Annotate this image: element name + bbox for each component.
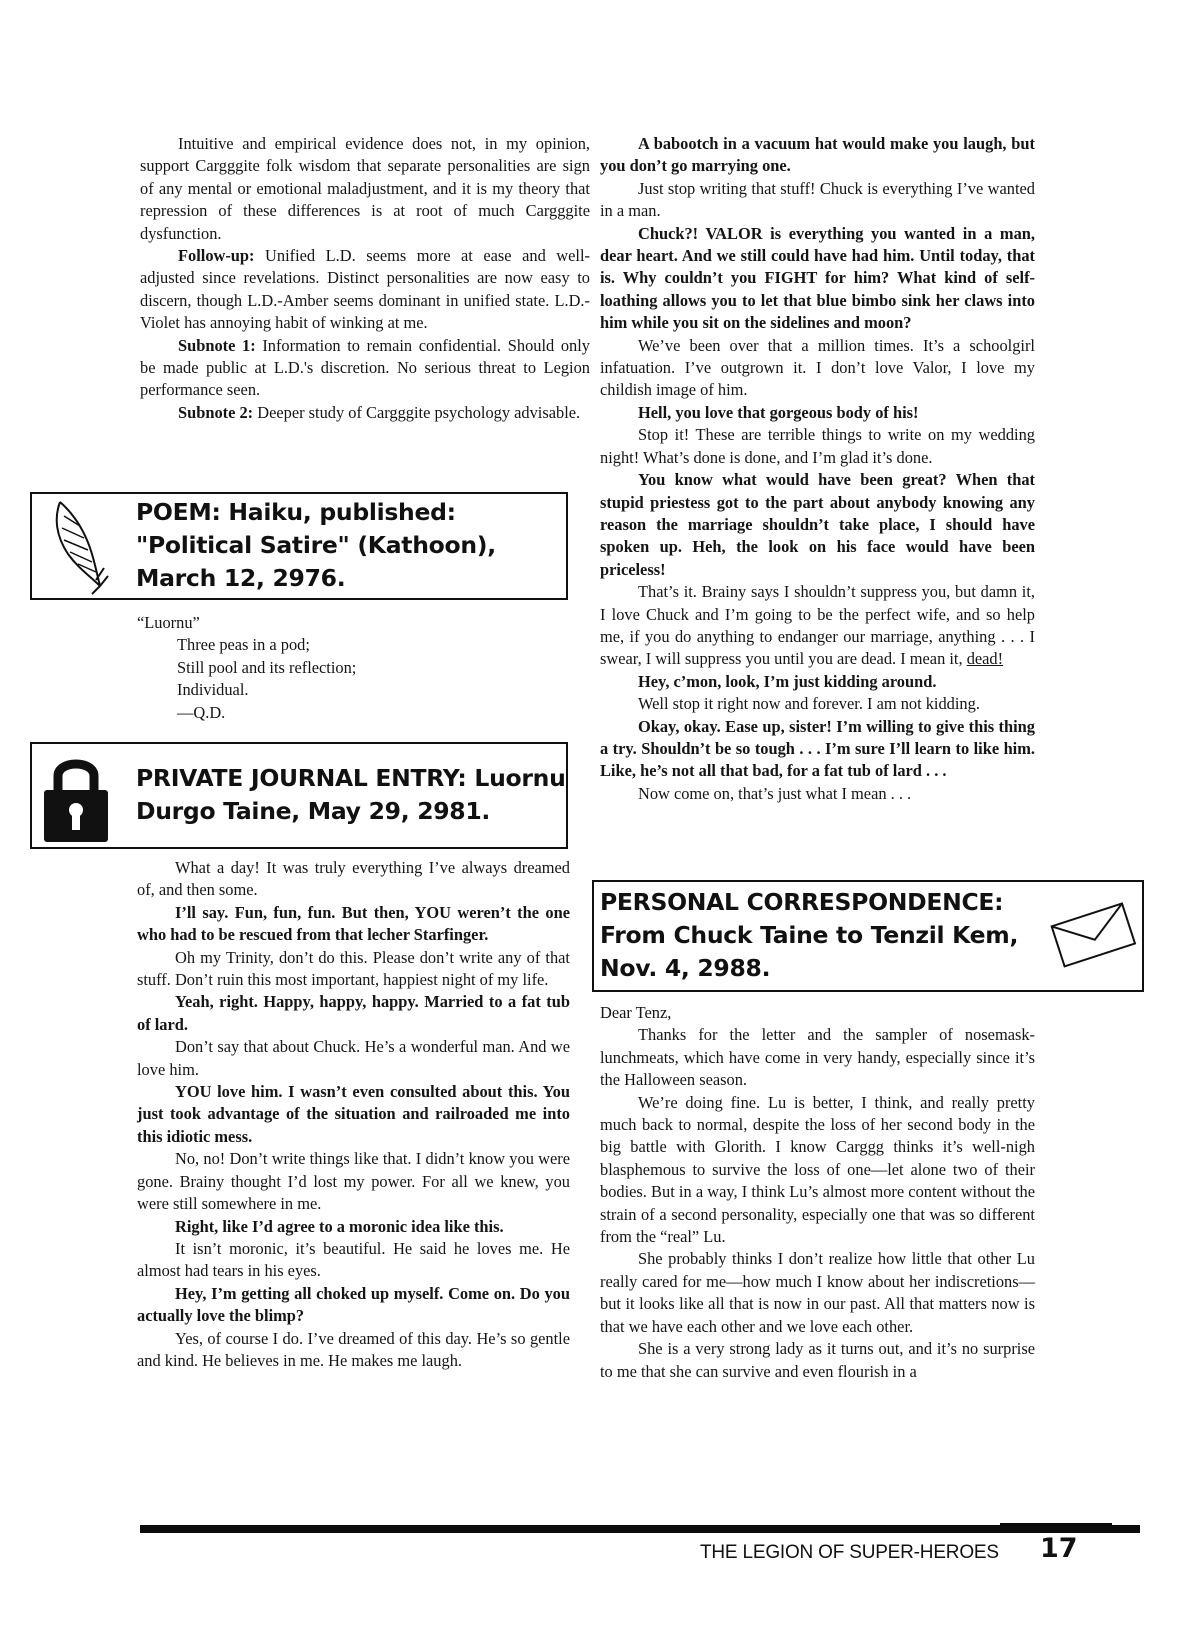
poem-header-title: POEM: Haiku, published: "Political Satire" (Kathoon), March 12, 2976.: [136, 498, 496, 592]
journal-entry-bold: YOU love him. I wasn’t even consulted about this. You just took advantage of the situation and railroaded me into this idiotic mess.: [137, 1082, 570, 1146]
journal-entry-bold: I’ll say. Fun, fun, fun. But then, YOU weren’t the one who had to be rescued from that lecher Starfinger.: [137, 902, 570, 945]
journal-entry-bold: Right, like I’d agree to a moronic idea like this.: [175, 1216, 504, 1236]
journal-left-column: [137, 857, 570, 1372]
journal-entry: That’s it. Brainy says I shouldn’t suppress you, but damn it, I love Chuck and I’m going to be the perfect wife, and so help me, if you do anything to endanger our marriage, anything . . . I swear, I will suppress you until you are dead. I mean it, dead!: [600, 582, 1035, 669]
journal-entry-bold: You know what would have been great? When that stupid priestess got to the part about anybody knowing any reason the marriage shouldn’t take place, I should have spoken up. Heh, the look on his face would have been priceless!: [600, 470, 1035, 579]
letter-paragraph: Thanks for the letter and the sampler of nosemask-lunchmeats, which have come in very handy, especially since it’s the Halloween season.: [600, 1025, 1035, 1090]
journal-entry: Don’t say that about Chuck. He’s a wonderful man. And we love him.: [137, 1037, 570, 1079]
journal-entry-bold: Yeah, right. Happy, happy, happy. Married to a fat tub of lard.: [137, 992, 570, 1034]
letter-paragraph: She is a very strong lady as it turns out, and it’s no surprise to me that she can survive and even flourish in a: [600, 1339, 1035, 1381]
journal-entry: Just stop writing that stuff! Chuck is everything I’ve wanted in a man.: [600, 178, 1035, 221]
poem-header-box: [30, 492, 568, 600]
poem-line: Still pool and its reflection;: [177, 657, 357, 677]
correspondence-header-title: PERSONAL CORRESPONDENCE: From Chuck Taine to Tenzil Kem, Nov. 4, 2988.: [600, 888, 1019, 982]
padlock-icon: [40, 750, 112, 846]
letter-body: [600, 1002, 1035, 1383]
journal-entry: What a day! It was truly everything I’ve always dreamed of, and then some.: [137, 858, 570, 900]
journal-entry-bold: A babootch in a vacuum hat would make you laugh, but you don’t go marrying one.: [600, 134, 1035, 176]
journal-entry: Well stop it right now and forever. I am not kidding.: [638, 694, 980, 714]
poem-title: “Luornu”: [137, 613, 200, 632]
journal-entry: It isn’t moronic, it’s beautiful. He said he loves me. He almost had tears in his eyes.: [137, 1238, 570, 1281]
legion-notes-text: [140, 133, 590, 424]
footer-book-title: THE LEGION OF SUPER-HEROES: [700, 1542, 999, 1563]
journal-entry-bold: Hell, you love that gorgeous body of his!: [638, 402, 919, 422]
left-column: [140, 133, 590, 424]
journal-entry-bold: Chuck?! VALOR is everything you wanted in a man, dear heart. And we still could have had him. Until today, that is. Why couldn’t you FIGHT for him? What kind of self-loathing allows you to let that blue bimbo sink her claws into him while you sit on the sidelines and moon?: [600, 223, 1035, 333]
journal-entry: Stop it! These are terrible things to write on my wedding night! What’s done is done, and I’m glad it’s done.: [600, 425, 1035, 467]
journal-entry: No, no! Don’t write things like that. I didn’t know you were gone. Brainy thought I’d lost my power. For all we knew, you were still somewhere in me.: [137, 1149, 570, 1214]
footer-rule-thin: [1000, 1523, 1112, 1525]
feather-quill-icon: [46, 498, 116, 596]
journal-entry-bold: Okay, okay. Ease up, sister! I’m willing to give this thing a try. Shouldn’t be so tough . . . I’m sure I’ll learn to like him. Like, he’s not all that bad, for a fat tub of lard . . .: [600, 716, 1035, 781]
envelope-icon: [1048, 898, 1138, 970]
notes-paragraph: Subnote 2: Deeper study of Cargggite psychology advisable.: [178, 402, 581, 422]
notes-paragraph: Intuitive and empirical evidence does not, in my opinion, support Cargggite folk wisdom that separate personalities are sign of any mental or emotional maladjustment, and it is my theory that repression of these differences is at root of much Cargggite dysfunction.: [140, 134, 590, 243]
notes-paragraph: Subnote 1: Information to remain confidential. Should only be made public at L.D.'s discretion. No serious threat to Legion performance seen.: [140, 335, 590, 400]
journal-entry: Oh my Trinity, don’t do this. Please don’t write any of that stuff. Don’t ruin this most important, happiest night of my life.: [137, 947, 570, 990]
journal-entry-bold: Hey, c’mon, look, I’m just kidding around.: [638, 671, 937, 691]
journal-entry: We’ve been over that a million times. It’s a schoolgirl infatuation. I’ve outgrown it. I don’t love Valor, I love my childish image of him.: [600, 335, 1035, 400]
page-number: 17: [1040, 1533, 1078, 1564]
notes-paragraph: Follow-up: Unified L.D. seems more at ease and well-adjusted since revelations. Distinct personalities are now easy to discern, though L.D.-Amber seems dominant in unified state. L.D.-Violet has annoying habit of winking at me.: [140, 246, 590, 333]
correspondence-header-box: [592, 880, 1144, 992]
letter-salutation: Dear Tenz,: [600, 1003, 672, 1022]
poem-line: Three peas in a pod;: [177, 635, 310, 655]
letter-paragraph: She probably thinks I don’t realize how little that other Lu really cared for me—how much I know about her indiscretions—but it looks like all that is now in our past. All that matters now is that we have each other and we love each other.: [600, 1249, 1035, 1336]
poem-block: [137, 612, 356, 724]
journal-entry: Now come on, that’s just what I mean . . .: [638, 783, 912, 803]
underlined-word: dead!: [966, 649, 1004, 669]
poem-signature: —Q.D.: [177, 702, 226, 722]
letter-paragraph: We’re doing fine. Lu is better, I think, and really pretty much back to normal, despite the loss of her second body in the big battle with Glorith. I know Carggg thinks it’s well-nigh blasphemous to survive the loss of one—let alone two of their bodies. But in a way, I think Lu’s almost more content without the strain of a second personality, especially one that was so different from the “real” Lu.: [600, 1092, 1035, 1247]
footer-rule: [140, 1525, 1140, 1533]
journal-entry: Yes, of course I do. I’ve dreamed of this day. He’s so gentle and kind. He believes in me. He makes me laugh.: [137, 1328, 570, 1370]
journal-header-box: [30, 742, 568, 849]
journal-right-column: [600, 133, 1035, 805]
journal-header-title: PRIVATE JOURNAL ENTRY: Luornu Durgo Taine, May 29, 2981.: [136, 764, 566, 825]
poem-line: Individual.: [177, 680, 249, 700]
journal-entry-bold: Hey, I’m getting all choked up myself. Come on. Do you actually love the blimp?: [137, 1283, 570, 1326]
